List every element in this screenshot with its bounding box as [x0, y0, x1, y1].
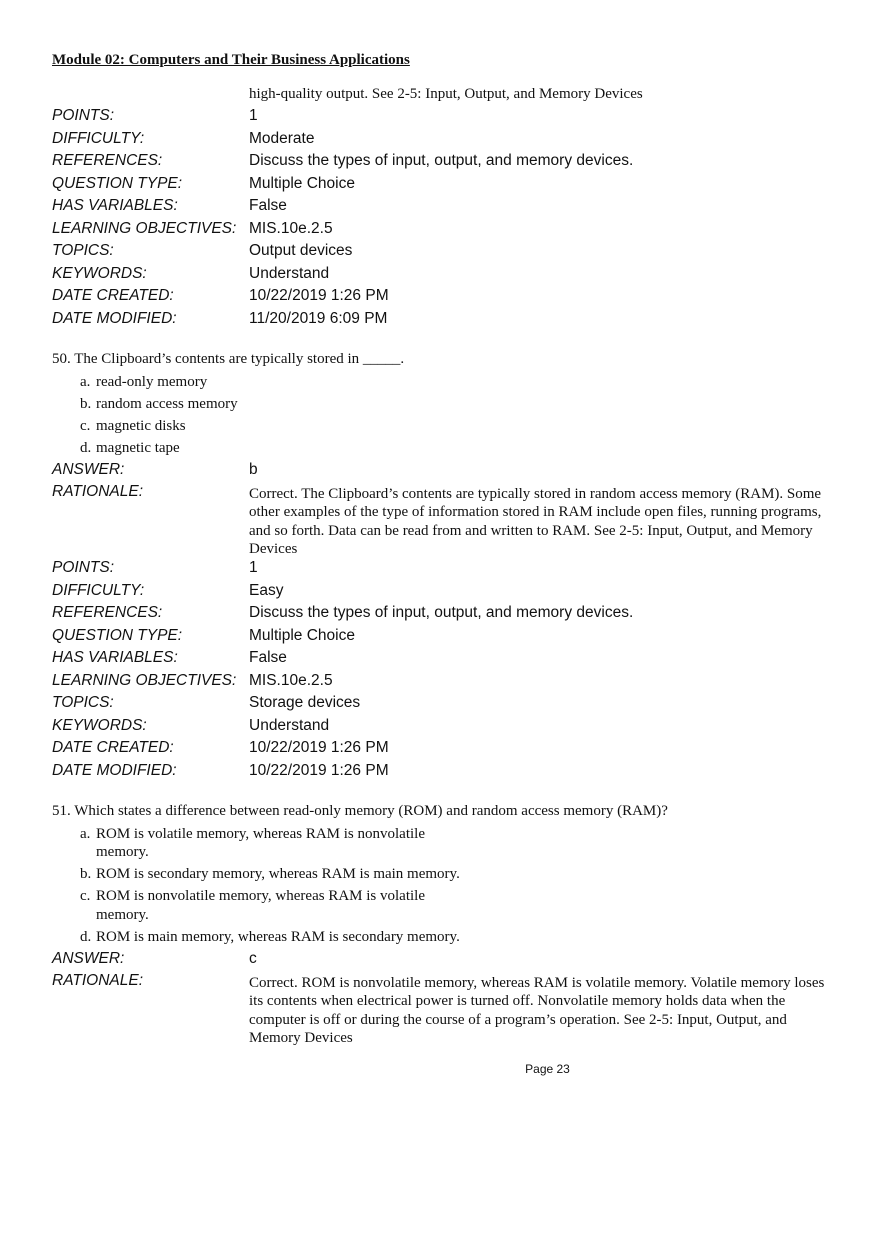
- meta-value: Storage devices: [249, 694, 361, 711]
- rationale-label: RATIONALE:: [52, 483, 144, 500]
- option-d: [80, 928, 832, 947]
- answer-value: b: [249, 461, 258, 478]
- option-letter: b.: [80, 395, 92, 412]
- meta-key: HAS VARIABLES:: [52, 649, 178, 666]
- meta-key: REFERENCES:: [52, 604, 163, 621]
- rationale-text: Correct. The Clipboard’s contents are typically stored in random access memory (RAM). Some other examples of the type of information stored in RAM include open files, running programs, and so forth. Data can be read from and written to RAM. See 2-5: Input, Output, and Memory Devices: [249, 486, 822, 557]
- option-c: [80, 417, 832, 436]
- meta-key: DATE CREATED:: [52, 287, 174, 304]
- option-letter: c.: [80, 888, 91, 904]
- answer-label: ANSWER:: [52, 950, 125, 967]
- option-b: [80, 865, 832, 884]
- q50-metadata: [52, 557, 832, 782]
- option-letter: b.: [80, 866, 92, 882]
- meta-key: REFERENCES:: [52, 152, 163, 169]
- meta-key: LEARNING OBJECTIVES:: [52, 671, 237, 689]
- meta-row-keywords: [52, 263, 832, 286]
- meta-key: DIFFICULTY:: [52, 129, 145, 147]
- meta-row-has-variables: [52, 647, 832, 670]
- option-a: [80, 373, 832, 392]
- meta-key: POINTS:: [52, 559, 115, 576]
- meta-row-date-modified: [52, 760, 832, 783]
- meta-row-topics: [52, 692, 832, 715]
- meta-value: MIS.10e.2.5: [249, 219, 333, 237]
- meta-row-learning-objectives: [52, 670, 832, 693]
- meta-key: DATE MODIFIED:: [52, 761, 177, 779]
- meta-key: DATE CREATED:: [52, 739, 174, 756]
- meta-row-date-created: [52, 285, 832, 308]
- answer-row: [52, 459, 832, 481]
- option-text: ROM is secondary memory, whereas RAM is main memory.: [96, 866, 460, 882]
- rationale-row: [52, 483, 832, 558]
- option-text: ROM is volatile memory, whereas RAM is nonvolatile memory.: [96, 825, 425, 860]
- option-letter: d.: [80, 928, 92, 945]
- meta-value: 11/20/2019 6:09 PM: [249, 309, 388, 327]
- meta-key: DATE MODIFIED:: [52, 309, 177, 327]
- meta-value: Discuss the types of input, output, and memory devices.: [249, 604, 634, 621]
- meta-value: Understand: [249, 264, 330, 282]
- rationale-row: [52, 972, 832, 1047]
- meta-key: KEYWORDS:: [52, 264, 147, 282]
- meta-value: Multiple Choice: [249, 174, 355, 192]
- meta-row-learning-objectives: [52, 218, 832, 241]
- option-text: magnetic tape: [96, 439, 180, 456]
- question-50: [52, 349, 832, 558]
- meta-key: KEYWORDS:: [52, 716, 147, 734]
- meta-value: Easy: [249, 581, 284, 599]
- meta-value: 10/22/2019 1:26 PM: [249, 761, 389, 779]
- meta-value: Moderate: [249, 129, 315, 147]
- meta-row-difficulty: [52, 128, 832, 151]
- option-letter: a.: [80, 825, 91, 842]
- meta-key: HAS VARIABLES:: [52, 197, 178, 214]
- option-letter: a.: [80, 373, 91, 390]
- option-a: [80, 825, 832, 862]
- meta-key: QUESTION TYPE:: [52, 626, 183, 644]
- answer-value: c: [249, 950, 257, 967]
- meta-row-points: [52, 557, 832, 580]
- meta-value: 1: [249, 107, 258, 124]
- option-b: [80, 395, 832, 414]
- option-text: read-only memory: [96, 373, 208, 390]
- module-header: Module 02: Computers and Their Business Applications: [52, 52, 410, 68]
- option-c: [80, 887, 832, 924]
- meta-row-references: [52, 150, 832, 173]
- page-number: Page 23: [525, 1062, 570, 1076]
- meta-row-date-created: [52, 737, 832, 760]
- answer-options: [80, 373, 832, 458]
- option-letter: d.: [80, 439, 92, 456]
- question-51: [52, 801, 832, 1047]
- meta-value: 1: [249, 559, 258, 576]
- meta-key: DIFFICULTY:: [52, 581, 145, 599]
- meta-value: False: [249, 649, 287, 666]
- meta-row-has-variables: [52, 195, 832, 218]
- option-d: [80, 439, 832, 458]
- meta-row-topics: [52, 240, 832, 263]
- meta-row-question-type: [52, 173, 832, 196]
- meta-key: QUESTION TYPE:: [52, 174, 183, 192]
- meta-value: False: [249, 197, 287, 214]
- meta-value: 10/22/2019 1:26 PM: [249, 287, 389, 304]
- answer-label: ANSWER:: [52, 461, 125, 478]
- meta-row-date-modified: [52, 308, 832, 331]
- previous-rationale-continuation: high-quality output. See 2-5: Input, Output, and Memory Devices: [249, 86, 643, 102]
- meta-row-keywords: [52, 715, 832, 738]
- meta-row-references: [52, 602, 832, 625]
- option-text: random access memory: [96, 395, 238, 412]
- meta-key: POINTS:: [52, 107, 115, 124]
- meta-key: TOPICS:: [52, 242, 114, 259]
- question-text: 50. The Clipboard’s contents are typically stored in _____.: [52, 351, 405, 367]
- meta-row-difficulty: [52, 580, 832, 603]
- meta-value: MIS.10e.2.5: [249, 671, 333, 689]
- q49-metadata: [52, 105, 832, 330]
- meta-value: 10/22/2019 1:26 PM: [249, 739, 389, 756]
- option-letter: c.: [80, 417, 91, 434]
- meta-row-question-type: [52, 625, 832, 648]
- meta-value: Understand: [249, 716, 330, 734]
- meta-value: Multiple Choice: [249, 626, 355, 644]
- answer-options: [80, 825, 832, 947]
- option-text: magnetic disks: [96, 417, 186, 434]
- rationale-text: Correct. ROM is nonvolatile memory, whereas RAM is volatile memory. Volatile memory loses its contents when electrical power is turned off. Nonvolatile memory holds data when the computer is off or during the course of a program’s operation. See 2-5: Input, Output, and Memory Devices: [249, 975, 825, 1046]
- option-text: ROM is main memory, whereas RAM is secondary memory.: [96, 928, 460, 945]
- meta-key: LEARNING OBJECTIVES:: [52, 219, 237, 237]
- option-text: ROM is nonvolatile memory, whereas RAM is volatile memory.: [96, 888, 425, 923]
- rationale-label: RATIONALE:: [52, 972, 144, 989]
- meta-value: Output devices: [249, 242, 353, 259]
- meta-value: Discuss the types of input, output, and memory devices.: [249, 152, 634, 169]
- answer-row: [52, 948, 832, 970]
- question-text: 51. Which states a difference between read-only memory (ROM) and random access memory (RAM)?: [52, 803, 668, 819]
- meta-row-points: [52, 105, 832, 128]
- meta-key: TOPICS:: [52, 694, 114, 711]
